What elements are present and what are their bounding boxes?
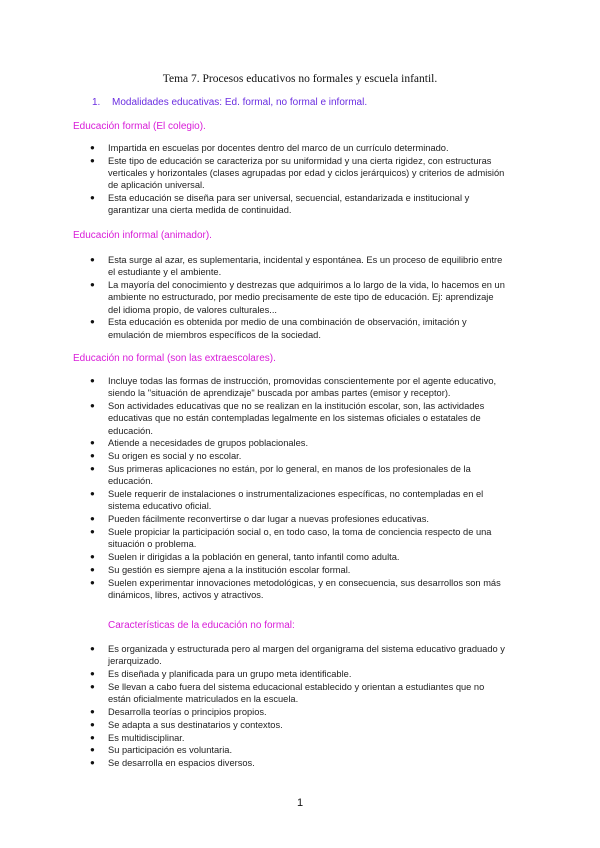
list-item: ● Incluye todas las formas de instrucción, promovidas conscientemente por el agente educativo, siendo la "situación de aprendizaje" buscada por ambas partes (emisor y receptor). (90, 376, 497, 399)
list-item: ● Atiende a necesidades de grupos poblacionales. (90, 438, 309, 449)
list-item: ● Este tipo de educación se caracteriza por su uniformidad y una cierta rigidez, con estructuras verticales y horizontales (clases agrupadas por edad y ciclos jerárquicos) y criterios de admisión de aplicación universal. (90, 155, 505, 191)
bullet-icon: ● (90, 758, 95, 768)
list-caracteristicas (88, 643, 508, 770)
list-item: ● Impartida en escuelas por docentes dentro del marco de un currículo determinado. (90, 143, 449, 153)
bullet-icon: ● (90, 577, 95, 587)
list-item: ● Su gestión es siempre ajena a la institución escolar formal. (90, 564, 351, 575)
bullet-icon: ● (90, 514, 95, 524)
list-formal (88, 142, 508, 217)
list-item: ● Esta educación es obtenida por medio de una combinación de observación, imitación y emulación de miembros específicos de la sociedad. (90, 317, 467, 340)
bullet-icon: ● (90, 438, 95, 448)
bullet-icon: ● (90, 527, 95, 537)
bullet-icon: ● (90, 719, 95, 729)
list-item: ● Se desarrolla en espacios diversos. (90, 758, 255, 769)
list-item: ● Es multidisciplinar. (90, 732, 185, 743)
heading-formal: Educación formal (El colegio). (73, 121, 206, 132)
numbered-heading-text: Modalidades educativas: Ed. formal, no formal e informal. (112, 97, 368, 108)
bullet-icon: ● (90, 317, 95, 327)
list-item: ● Sus primeras aplicaciones no están, por lo general, en manos de los profesionales de la educación. (90, 464, 471, 487)
bullet-icon: ● (90, 732, 95, 742)
list-item: ● Es diseñada y planificada para un grupo meta identificable. (90, 669, 352, 680)
bullet-icon: ● (90, 706, 95, 716)
list-item: ● Es organizada y estructurada pero al margen del organigrama del sistema educativo graduado y jerarquizado. (90, 644, 505, 667)
list-item: ● Suelen ir dirigidas a la población en general, tanto infantil como adulta. (90, 552, 400, 563)
bullet-icon: ● (90, 681, 95, 691)
bullet-icon: ● (90, 376, 95, 385)
heading-noformal: Educación no formal (son las extraescolares). (73, 353, 276, 364)
list-item: ● Pueden fácilmente reconvertirse o dar lugar a nuevas profesiones educativas. (90, 514, 429, 525)
bullet-icon: ● (90, 669, 95, 679)
list-noformal (88, 375, 508, 602)
bullet-icon: ● (90, 280, 95, 290)
bullet-icon: ● (90, 552, 95, 562)
list-item: ● Esta educación se diseña para ser universal, secuencial, estandarizada e institucional y garantizar una cierta medida de continuidad. (90, 193, 470, 216)
list-item: ● Suele requerir de instalaciones o instrumentalizaciones específicas, no contempladas en el sistema educativo oficial. (90, 489, 484, 512)
list-item: ● Se llevan a cabo fuera del sistema educacional establecido y orientan a estudiantes que no están oficialmente matriculados en la escuela. (90, 681, 485, 705)
bullet-icon: ● (90, 401, 95, 411)
bullet-icon: ● (90, 451, 95, 461)
bullet-icon: ● (90, 143, 95, 152)
numbered-heading (92, 97, 367, 108)
list-item: ● Suele propiciar la participación social o, en todo caso, la toma de conciencia respecto de una situación o problema. (90, 527, 492, 550)
list-item: ● Su origen es social y no escolar. (90, 451, 242, 462)
bullet-icon: ● (90, 255, 95, 264)
bullet-icon: ● (90, 644, 95, 653)
list-informal (88, 254, 508, 342)
list-item: ● Se adapta a sus destinatarios y contextos. (90, 719, 283, 730)
heading-caracteristicas: Características de la educación no formal: (108, 620, 295, 631)
list-item: ● La mayoría del conocimiento y destrezas que adquirimos a lo largo de la vida, lo hacemos en un ambiente no estructurado, por medio precisamente de este tipo de educación. Ej: aprendizaje del idioma propio, de valores culturales... (90, 280, 505, 315)
list-item: ● Su participación es voluntaria. (90, 745, 233, 756)
list-item: ● Son actividades educativas que no se realizan en la institución escolar, son, las actividades educativas que no están contempladas legalmente en los sistemas oficiales o estatales de educación. (90, 401, 485, 436)
numbered-heading-number: 1. (92, 97, 101, 108)
bullet-icon: ● (90, 193, 95, 203)
bullet-icon: ● (90, 489, 95, 499)
bullet-icon: ● (90, 464, 95, 474)
page-title: Tema 7. Procesos educativos no formales y escuela infantil. (162, 73, 438, 85)
list-item: ● Suelen experimentar innovaciones metodológicas, y en consecuencia, sus desarrollos son más dinámicos, libres, activos y atractivos. (90, 577, 501, 601)
list-item: ● Esta surge al azar, es suplementaria, incidental y espontánea. Es un proceso de equilibrio entre el estudiante y el ambiente. (90, 255, 503, 278)
bullet-icon: ● (90, 745, 95, 755)
bullet-icon: ● (90, 564, 95, 574)
bullet-icon: ● (90, 155, 95, 165)
list-item: ● Desarrolla teorías o principios propios. (90, 706, 267, 717)
page-number: 1 (296, 797, 304, 809)
heading-informal: Educación informal (animador). (73, 230, 212, 241)
